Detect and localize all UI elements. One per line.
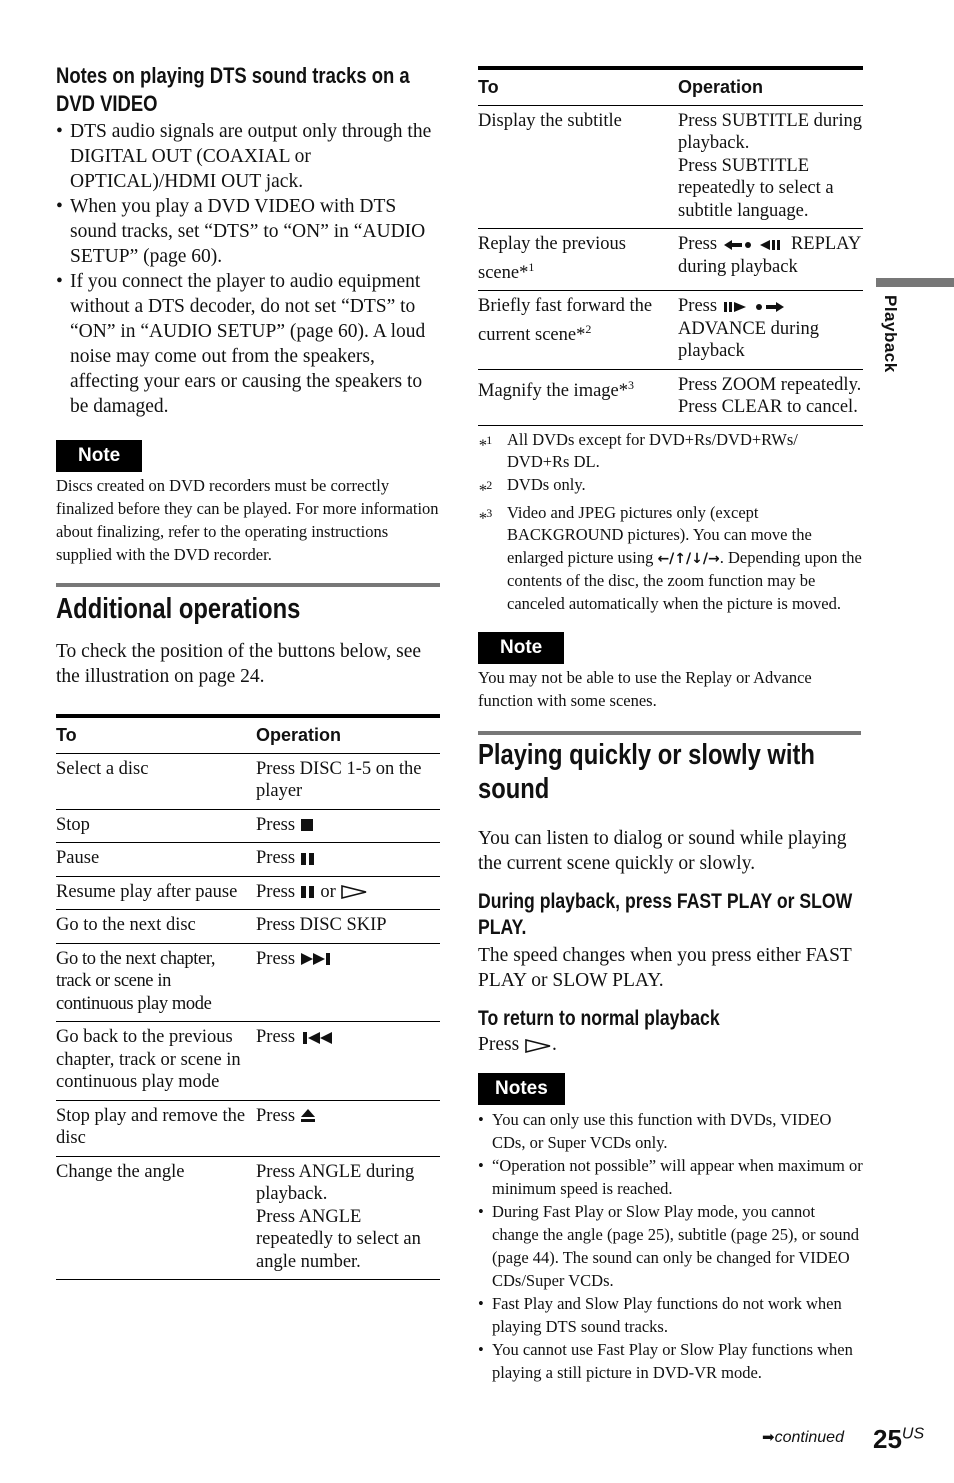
step-text: The speed changes when you press either FAST PLAY or SLOW PLAY. [478,945,852,992]
dts-bullet-list [56,119,440,419]
cell-to-text: Briefly fast forward the current scene* [478,296,653,345]
cell-operation: Press SUBTITLE during playback. Press SUBTITLE repeatedly to select a subtitle language. [678,105,863,229]
next-track-icon [300,952,334,966]
note-section [478,632,863,712]
page-number-value: 25 [873,1424,902,1454]
note-text: Discs created on DVD recorders must be correctly finalized before they can be played. For more information about finalizing, refer to the operating instructions supplied with the DVD recorder. [56,476,439,564]
footnote-mark [478,429,507,474]
side-tab-label: Playback [881,295,900,373]
table-row [56,809,440,843]
table-row [478,369,863,425]
cell-operation [256,943,440,1022]
cell-operation: Press DISC 1-5 on the player [256,753,440,809]
return-heading: To return to normal playback [478,1006,720,1031]
right-column [478,66,863,1384]
note-label: Note [478,632,564,664]
cell-operation [256,876,440,910]
cell-operation-or: or [320,881,336,902]
pause-icon [300,852,316,866]
notes-label: Notes [478,1073,565,1105]
cell-to [478,291,678,370]
playing-intro: You can listen to dialog or sound while playing the current scene quickly or slowly. [478,828,847,875]
left-column [56,62,440,1280]
note-text: You may not be able to use the Replay or Advance function with some scenes. [478,668,812,711]
notes-section [478,1073,863,1384]
return-end: . [552,1034,557,1056]
cell-to-text: Replay the previous scene* [478,234,626,283]
cell-to: Change the angle [56,1156,256,1280]
table-row [56,876,440,910]
list-item: • You cannot use Fast Play or Slow Play functions when playing a still picture in DVD-VR mode. [478,1338,863,1384]
cell-to: Go to the next chapter, track or scene in continuous play mode [56,943,256,1022]
footnote-text-b: . Depending upon the contents of the disc, the zoom function may be canceled automatically when the picture is moved. [507,547,862,613]
column-header-operation: Operation [256,716,440,753]
table-row [56,1100,440,1156]
stop-icon [300,818,314,832]
footnotes [478,429,863,616]
step-heading: During playback, press FAST PLAY or SLOW PLAY. [478,889,853,940]
cell-operation-text-2: ADVANCE during playback [678,318,819,362]
notes-bullet-list [478,1108,863,1384]
cell-operation-text: Press [678,296,718,317]
footnote-star: * [478,480,487,500]
footnote [478,474,863,502]
cell-operation-text: Press [256,1027,296,1047]
table-row [478,229,863,291]
cell-operation: Press DISC SKIP [256,910,440,944]
side-tab-bar [876,278,954,287]
column-header-to: To [478,68,678,105]
cell-to: Pause [56,843,256,877]
column-header-operation: Operation [678,68,863,105]
cell-operation [256,843,440,877]
replay-arrow-icon [722,239,754,251]
page-number [873,1424,924,1455]
return-text [478,1032,863,1057]
cell-operation [256,809,440,843]
column-header-to: To [56,716,256,753]
table-row [478,291,863,370]
playback-operations-table [478,66,863,426]
replay-icon [758,239,786,251]
page-suffix: US [901,1425,925,1443]
cell-operation-text: Press [256,848,296,868]
table-row [56,843,440,877]
cell-operation-text: Press [256,881,296,902]
footnote-mark [478,474,507,502]
footnote-number: 1 [486,432,493,447]
eject-icon [300,1108,316,1124]
footnote-text [507,502,863,616]
section-rule [56,583,440,587]
play-icon [524,1038,552,1054]
footnote [478,429,863,474]
cell-to: Go to the next disc [56,910,256,944]
table-row [56,1022,440,1101]
advance-arrow-icon [754,301,786,313]
list-item: • When you play a DVD VIDEO with DTS sound tracks, set “DTS” to “ON” in “AUDIO SETUP” (page 60). [56,194,440,269]
cell-to: Stop [56,809,256,843]
additional-operations-title: Additional operations [56,593,301,625]
cell-operation-text: Press [256,1105,296,1126]
pause-icon [300,885,316,899]
play-icon [340,884,368,900]
footnote-number: 3 [486,505,493,520]
cell-operation [256,1100,440,1156]
table-row [56,753,440,809]
continued-label [762,1428,844,1447]
table-row [478,105,863,229]
footnote-text: All DVDs except for DVD+Rs/DVD+RWs/ DVD+Rs DL. [507,429,798,472]
additional-operations-table [56,714,440,1280]
note-label: Note [56,440,142,472]
cell-to: Go back to the previous chapter, track or scene in continuous play mode [56,1022,256,1101]
list-item: • “Operation not possible” will appear when maximum or minimum speed is reached. [478,1154,863,1200]
list-item: • You can only use this function with DVDs, VIDEO CDs, or Super VCDs only. [478,1108,863,1154]
return-press: Press [478,1034,520,1056]
continued-arrow-icon: ➡ [762,1428,775,1446]
dts-heading: Notes on playing DTS sound tracks on a DVD VIDEO [56,63,410,116]
cell-to [478,369,678,425]
cell-operation-text-2: REPLAY during playback [678,234,861,277]
table-row [56,910,440,944]
table-row [56,943,440,1022]
cell-operation [678,229,863,291]
arrow-keys-icon: ←/↑/↓/→ [657,550,720,567]
footnote-ref: 1 [528,259,535,274]
cell-operation [678,291,863,370]
cell-to [478,229,678,291]
cell-to: Resume play after pause [56,876,256,910]
cell-operation: Press ANGLE during playback. Press ANGLE repeatedly to select an angle number. [256,1156,440,1280]
continued-text: continued [774,1429,844,1446]
cell-operation: Press ZOOM repeatedly. Press CLEAR to cancel. [678,369,863,425]
footnote-ref: 2 [585,321,592,336]
cell-operation-text: Press [256,948,296,969]
footnote-star: * [478,508,487,528]
footnote-ref: 3 [628,377,635,392]
list-item: • During Fast Play or Slow Play mode, you cannot change the angle (page 25), subtitle (page 25), or sound (page 44). The sound can only be changed for VIDEO CDs/Super VCDs. [478,1200,863,1292]
footnote-text: DVDs only. [507,474,586,494]
footnote-number: 2 [486,477,493,492]
footnote-star: * [478,435,487,455]
additional-intro: To check the position of the buttons below, see the illustration on page 24. [56,641,422,687]
table-row [56,1156,440,1280]
cell-to: Display the subtitle [478,105,678,229]
list-item: • Fast Play and Slow Play functions do not work when playing DTS sound tracks. [478,1292,863,1338]
cell-operation [256,1022,440,1101]
list-item: • If you connect the player to audio equipment without a DTS decoder, do not set “DTS” to “ON” in “AUDIO SETUP” (page 60). A loud noise may come out from the speakers, affecting your ears or causing the speakers to be damaged. [56,269,440,419]
cell-to: Stop play and remove the disc [56,1100,256,1156]
table-header-row [56,716,440,753]
footnote [478,502,863,616]
cell-to: Select a disc [56,753,256,809]
previous-track-icon [300,1031,334,1045]
playing-title: Playing quickly or slowly with sound [478,739,815,806]
note-section [56,440,440,566]
cell-to-text: Magnify the image* [478,380,629,401]
footnote-text-a: Video and JPEG pictures only (except BACKGROUND pictures). You can move the enlarged picture using [507,502,812,567]
advance-icon [722,301,750,313]
cell-operation-text: Press [256,814,296,835]
section-rule [478,731,861,735]
list-item: • DTS audio signals are output only through the DIGITAL OUT (COAXIAL or OPTICAL)/HDMI OUT jack. [56,119,440,194]
cell-operation-text: Press [678,234,718,254]
table-header-row [478,68,863,105]
footnote-mark [478,502,507,616]
